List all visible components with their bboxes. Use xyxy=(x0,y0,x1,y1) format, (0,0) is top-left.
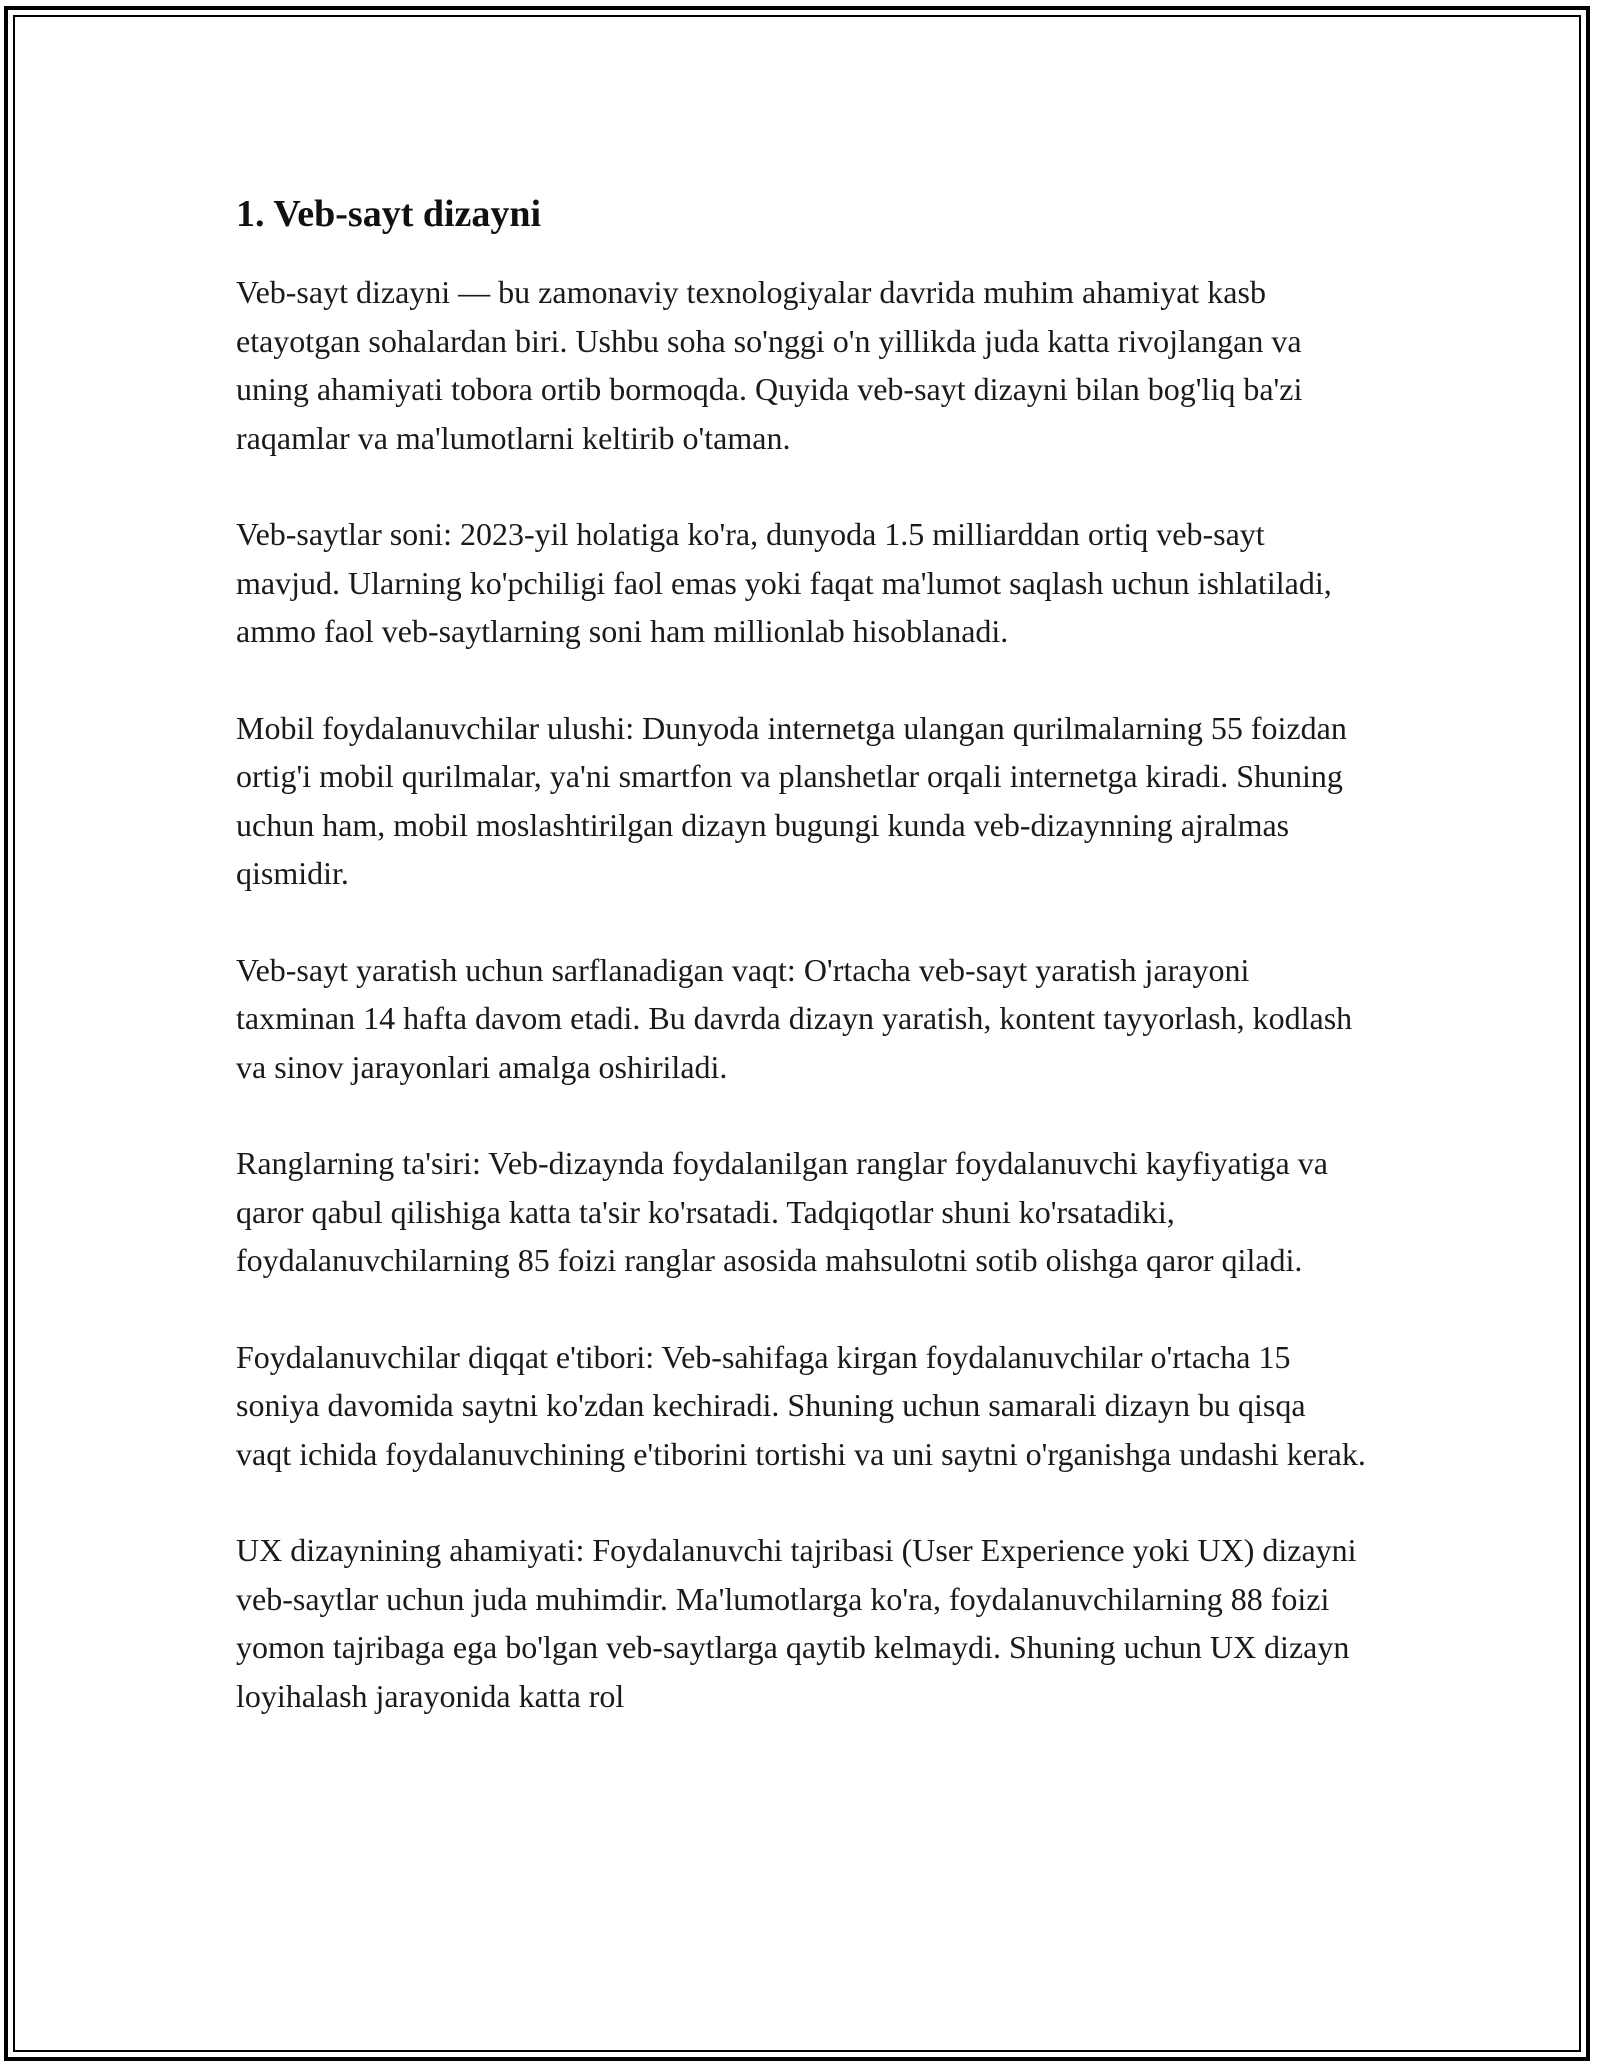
paragraph-ux: UX dizaynining ahamiyati: Foydalanuvchi tajribasi (User Experience yoki UX) dizayni veb-saytlar uchun juda muhimdir. Ma'lumotlarga ko'ra, foydalanuvchilarning 88 foizi yomon tajribaga ega bo'lgan veb-saytlarga qaytib kelmaydi. Shuning uchun UX dizayn loyihalash jarayonida katta rol xyxy=(236,1532,1357,1714)
paragraph-attention: Foydalanuvchilar diqqat e'tibori: Veb-sahifaga kirgan foydalanuvchilar o'rtacha 15 soniya davomida saytni ko'zdan kechiradi. Shuning uchun samarali dizayn bu qisqa vaqt ichida foydalanuvchining e'tiborini tortishi va uni saytni o'rganishga undashi kerak. xyxy=(236,1338,1366,1472)
paragraph-colors: Ranglarning ta'siri: Veb-dizaynda foydalanilgan ranglar foydalanuvchi kayfiyatiga va qaror qabul qilishiga katta ta'sir ko'rsatadi. Tadqiqotlar shuni ko'rsatadiki, foydalanuvchilarning 85 foizi ranglar asosida mahsulotni sotib olishga qaror qiladi. xyxy=(236,1145,1328,1278)
paragraph-website-count: Veb-saytlar soni: 2023-yil holatiga ko'ra, dunyoda 1.5 milliarddan ortiq veb-sayt mavjud. Ularning ko'pchiligi faol emas yoki faqat ma'lumot saqlash uchun ishlatiladi, ammo faol veb-saytlarning soni ham millionlab hisoblanadi. xyxy=(236,516,1332,649)
paragraph-build-time: Veb-sayt yaratish uchun sarflanadigan vaqt: O'rtacha veb-sayt yaratish jarayoni taxminan 14 hafta davom etadi. Bu davrda dizayn yaratish, kontent tayyorlash, kodlash va sinov jarayonlari amalga oshiriladi. xyxy=(236,951,1353,1085)
paragraph-intro: Veb-sayt dizayni — bu zamonaviy texnologiyalar davrida muhim ahamiyat kasb etayotgan sohalardan biri. Ushbu soha so'nggi o'n yillikda juda katta rivojlangan va uning ahamiyati tobora ortib bormoqda. Quyida veb-sayt dizayni bilan bog'liq ba'zi raqamlar va ma'lumotlarni keltirib o'taman. xyxy=(236,274,1303,456)
section-title: 1. Veb-sayt dizayni xyxy=(236,193,542,235)
document-body xyxy=(236,188,1366,1768)
paragraph-mobile-share: Mobil foydalanuvchilar ulushi: Dunyoda internetga ulangan qurilmalarning 55 foizdan ortig'i mobil qurilmalar, ya'ni smartfon va planshetlar orqali internetga kiradi. Shuning uchun ham, mobil moslashtirilgan dizayn bugungi kunda veb-dizaynning ajralmas qismidir. xyxy=(236,709,1347,891)
